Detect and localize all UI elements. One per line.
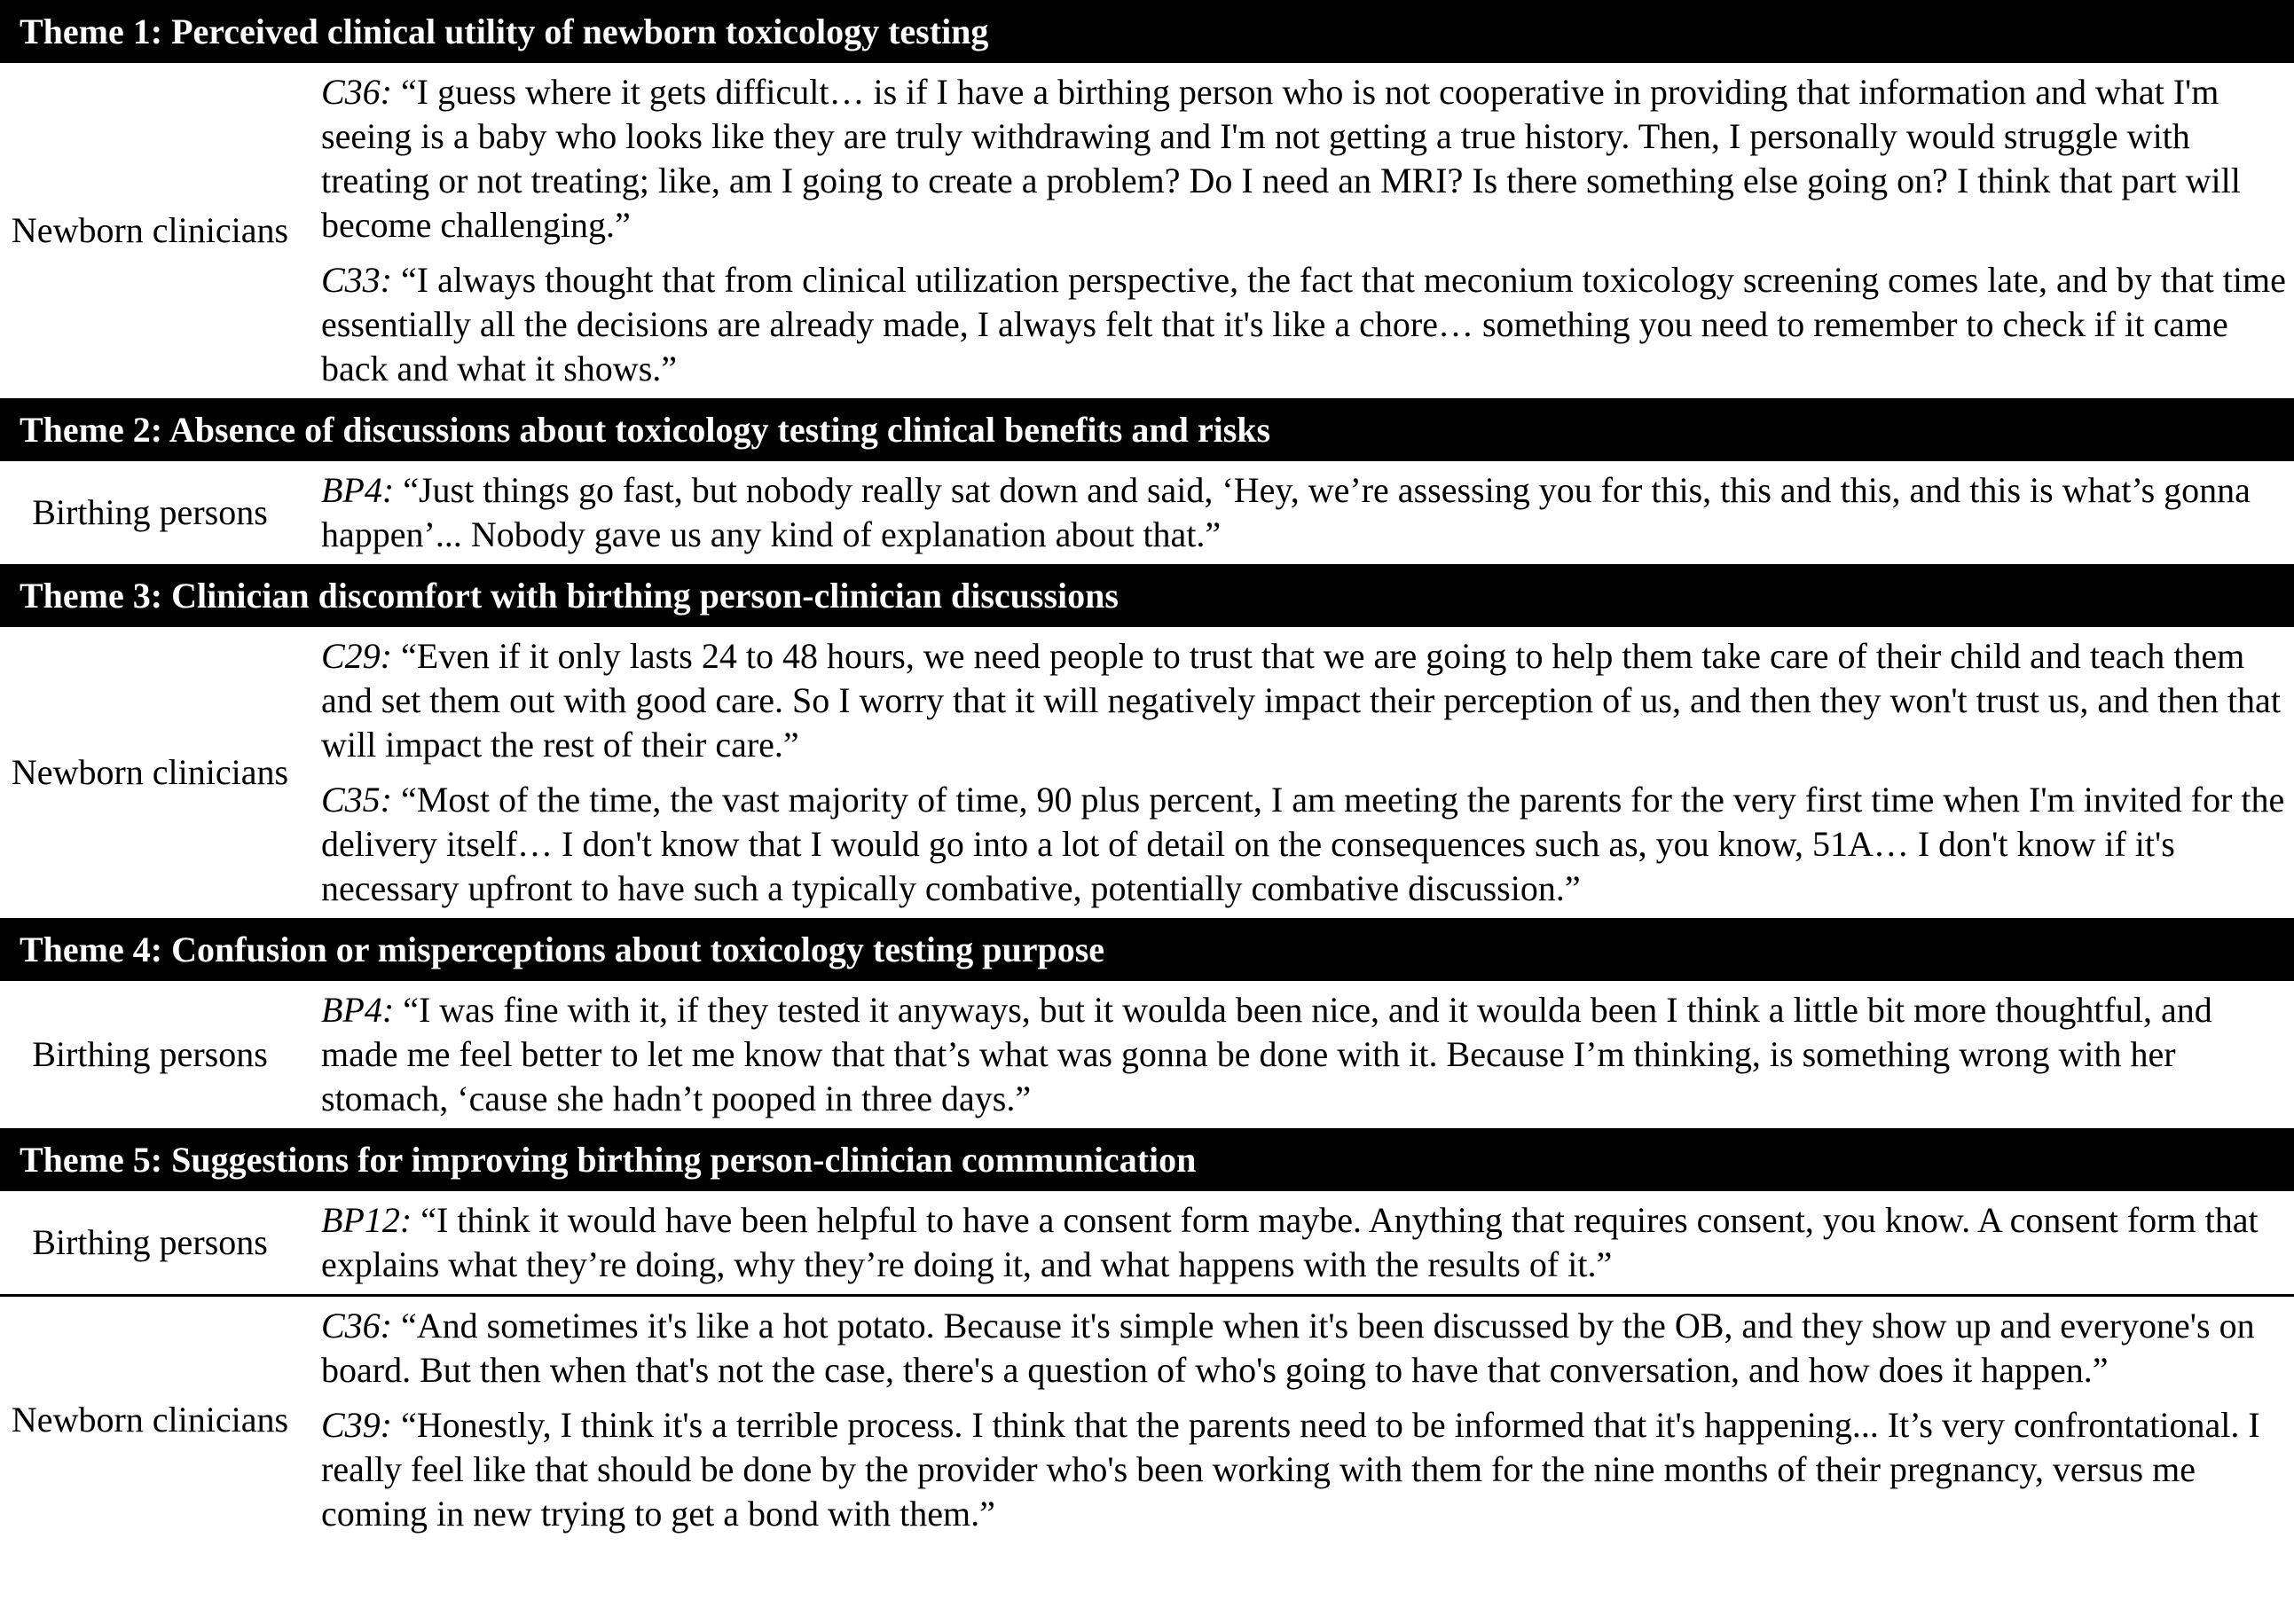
participant-quote	[321, 634, 2294, 767]
respondent-type: Birthing persons	[32, 1034, 268, 1074]
participant-id: BP4:	[321, 470, 395, 510]
participant-id: BP4:	[321, 990, 395, 1030]
respondent-group-row	[0, 1191, 2294, 1297]
quotes-cell	[300, 63, 2294, 398]
participant-quote	[321, 468, 2294, 557]
quote-text: “Most of the time, the vast majority of time, 90 plus percent, I am meeting the parents for the very first time when I'm invited for the delivery itself… I don't know that I would go into a lot of detail on the consequences such as, you know, 51A… I don't know if it's necessary upfront to have such a typically combative, potentially combative discussion.”	[321, 780, 2285, 908]
theme-header: Theme 1: Perceived clinical utility of newborn toxicology testing	[0, 0, 2294, 63]
participant-quote	[321, 1304, 2294, 1393]
participant-id: C36:	[321, 1306, 392, 1345]
participant-id: C35:	[321, 780, 392, 820]
theme-header: Theme 2: Absence of discussions about toxicology testing clinical benefits and risks	[0, 398, 2294, 461]
participant-id: C29:	[321, 636, 392, 676]
respondent-group-row	[0, 981, 2294, 1128]
participant-quote	[321, 778, 2294, 911]
participant-id: C33:	[321, 260, 392, 300]
respondent-group-row	[0, 1297, 2294, 1543]
quotes-cell	[300, 1297, 2294, 1543]
respondent-type: Birthing persons	[32, 1222, 268, 1262]
quotes-cell	[300, 461, 2294, 564]
quote-text: “Just things go fast, but nobody really sat down and said, ‘Hey, we’re assessing you for this, this and this, and this is what’s gonna happen’... Nobody gave us any kind of explanation about that.”	[321, 470, 2251, 554]
respondent-group-row	[0, 63, 2294, 398]
theme-section	[0, 0, 2294, 398]
respondent-group-row	[0, 627, 2294, 918]
theme-header: Theme 3: Clinician discomfort with birthing person-clinician discussions	[0, 564, 2294, 627]
quote-text: “I was fine with it, if they tested it anyways, but it woulda been nice, and it woulda been I think a little bit more thoughtful, and made me feel better to let me know that that’s what was gonna be done with it. Because I’m thinking, is something wrong with her stomach, ‘cause she hadn’t pooped in three days.”	[321, 990, 2212, 1118]
participant-quote	[321, 70, 2294, 247]
respondent-type: Newborn clinicians	[11, 210, 289, 250]
theme-header: Theme 4: Confusion or misperceptions about toxicology testing purpose	[0, 918, 2294, 981]
theme-section	[0, 564, 2294, 918]
participant-id: C39:	[321, 1405, 392, 1445]
quote-text: “I always thought that from clinical utilization perspective, the fact that meconium toxicology screening comes late, and by that time essentially all the decisions are already made, I always felt that it's like a chore… something you need to remember to check if it came back and what it shows.”	[321, 260, 2286, 388]
participant-id: C36:	[321, 72, 392, 112]
theme-section	[0, 398, 2294, 564]
quotes-cell	[300, 1191, 2294, 1294]
quotes-cell	[300, 627, 2294, 918]
participant-quote	[321, 988, 2294, 1121]
quote-text: “Honestly, I think it's a terrible process. I think that the parents need to be informed that it's happening... It’s very confrontational. I really feel like that should be done by the provider who's been working with them for the nine months of their pregnancy, versus me coming in new trying to get a bond with them.”	[321, 1405, 2260, 1534]
theme-section	[0, 1128, 2294, 1543]
participant-quote	[321, 258, 2294, 391]
quote-text: “I think it would have been helpful to have a consent form maybe. Anything that requires consent, you know. A consent form that explains what they’re doing, why they’re doing it, and what happens with the results of it.”	[321, 1200, 2259, 1284]
quote-text: “I guess where it gets difficult… is if I have a birthing person who is not cooperative in providing that information and what I'm seeing is a baby who looks like they are truly withdrawing and I'm not getting a true history. Then, I personally would struggle with treating or not treating; like, am I going to create a problem? Do I need an MRI? Is there something else going on? I think that part will become challenging.”	[321, 72, 2241, 245]
participant-quote	[321, 1403, 2294, 1536]
respondent-type: Birthing persons	[32, 492, 268, 532]
quotes-cell	[300, 981, 2294, 1128]
quote-text: “Even if it only lasts 24 to 48 hours, we need people to trust that we are going to help them take care of their child and teach them and set them out with good care. So I worry that it will negatively impact their perception of us, and then they won't trust us, and then that will impact the rest of their care.”	[321, 636, 2281, 765]
participant-id: BP12:	[321, 1200, 412, 1240]
respondent-type: Newborn clinicians	[11, 752, 289, 792]
quote-text: “And sometimes it's like a hot potato. Because it's simple when it's been discussed by the OB, and they show up and everyone's on board. But then when that's not the case, there's a question of who's going to have that conversation, and how does it happen.”	[321, 1306, 2255, 1390]
theme-section	[0, 918, 2294, 1128]
participant-quote	[321, 1198, 2294, 1287]
theme-header: Theme 5: Suggestions for improving birthing person-clinician communication	[0, 1128, 2294, 1191]
respondent-group-row	[0, 461, 2294, 564]
respondent-type: Newborn clinicians	[11, 1400, 289, 1440]
